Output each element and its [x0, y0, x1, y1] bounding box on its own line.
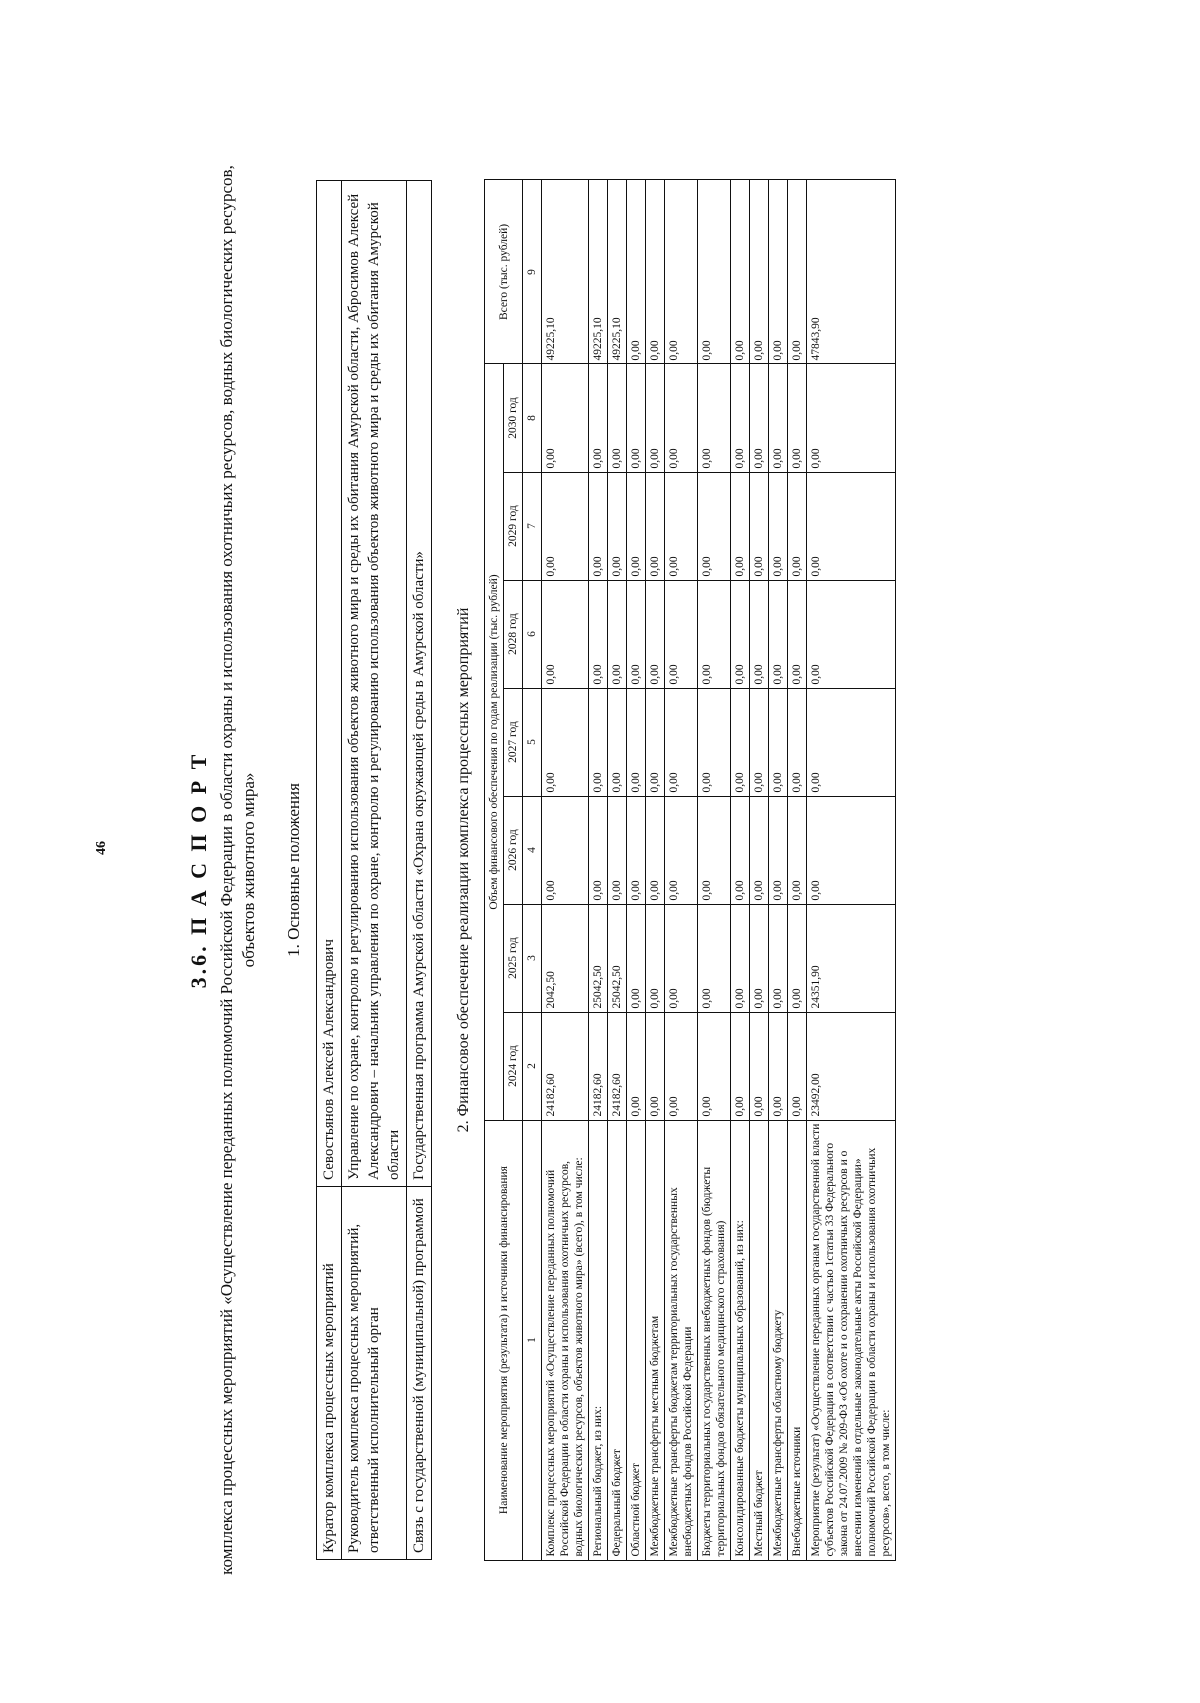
header-year: 2024 год	[504, 1012, 523, 1120]
row-value: 0,00	[788, 580, 807, 688]
row-value: 0,00	[627, 904, 646, 1012]
row-value: 0,00	[627, 364, 646, 472]
row-name: Мероприятие (результат) «Осуществление переданных органам государственной власти субъектов Российской Федерации в соответствии с частью 1статьи 33 Федерального закона от 24.07.2009 № 209-ФЗ «Об охоте и о сохранении охотничьих ресурсов и о внесении изменений в отдельные законодательные акты Российской Федерации» полномочий Российской Федерации в области охраны и использования охотничьих ресурсов», всего, в том числе:	[807, 1120, 896, 1560]
row-value: 0,00	[750, 1012, 769, 1120]
row-value: 0,00	[788, 688, 807, 796]
table-row	[769, 180, 788, 1560]
table-row	[731, 180, 750, 1560]
row-value: 0,00	[807, 472, 896, 580]
row-value: 0,00	[646, 364, 665, 472]
table-row	[407, 181, 432, 1560]
row-total: 47843,90	[807, 180, 896, 364]
row-value: 0,00	[646, 904, 665, 1012]
row-value: 0,00	[589, 580, 608, 688]
row-value: 0,00	[542, 688, 589, 796]
row-value: 0,00	[731, 1012, 750, 1120]
column-number: 7	[523, 472, 542, 580]
row-value: 0,00	[750, 688, 769, 796]
row-value: 0,00	[589, 364, 608, 472]
section-heading-basic: 1. Основные положения	[284, 783, 303, 957]
row-value: 0,00	[646, 580, 665, 688]
basic-key: Связь с государственной (муниципальной) программой	[407, 1187, 432, 1560]
row-value: 0,00	[788, 1012, 807, 1120]
finance-table	[484, 179, 896, 1560]
row-total: 0,00	[750, 180, 769, 364]
row-name: Консолидированные бюджеты муниципальных образований, из них:	[731, 1120, 750, 1560]
row-value: 0,00	[542, 796, 589, 904]
column-number: 5	[523, 688, 542, 796]
row-name: Комплекс процессных мероприятий «Осуществление переданных полномочий Российской Федерации в области охраны и использования охотничьих ресурсов, водных биологических ресурсов, объектов животного мира» (всего), в том числе:	[542, 1120, 589, 1560]
row-total: 0,00	[769, 180, 788, 364]
row-name: Федеральный бюджет	[608, 1120, 627, 1560]
table-row	[317, 181, 342, 1560]
row-name: Областной бюджет	[627, 1120, 646, 1560]
row-value: 0,00	[698, 580, 731, 688]
row-value: 0,00	[750, 580, 769, 688]
column-number: 6	[523, 580, 542, 688]
row-value: 0,00	[731, 796, 750, 904]
table-row	[627, 180, 646, 1560]
row-value: 0,00	[769, 1012, 788, 1120]
row-value: 0,00	[788, 904, 807, 1012]
header-year: 2027 год	[504, 688, 523, 796]
row-value: 25042,50	[589, 904, 608, 1012]
row-value: 0,00	[698, 904, 731, 1012]
row-value: 0,00	[698, 472, 731, 580]
row-total: 0,00	[646, 180, 665, 364]
row-name: Межбюджетные трансферты местным бюджетам	[646, 1120, 665, 1560]
row-value: 0,00	[627, 1012, 646, 1120]
row-value: 0,00	[788, 472, 807, 580]
row-value: 24182,60	[589, 1012, 608, 1120]
column-number: 8	[523, 364, 542, 472]
row-value: 0,00	[608, 796, 627, 904]
header-volume: Объем финансового обеспечения по годам реализации (тыс. рублей)	[485, 364, 504, 1120]
header-year: 2025 год	[504, 904, 523, 1012]
row-value: 0,00	[646, 472, 665, 580]
table-row	[698, 180, 731, 1560]
document-subtitle: комплекса процессных мероприятий «Осуществление переданных полномочий Российской Федерации в области охраны и использования охотничьих ресурсов, водных биологических ресурсов, объектов животного мира»	[217, 165, 258, 1575]
row-name: Межбюджетные трансферты бюджетам территориальных государственных внебюджетных фондов Российской Федерации	[665, 1120, 698, 1560]
header-year: 2030 год	[504, 364, 523, 472]
table-row	[807, 180, 896, 1560]
row-value: 0,00	[769, 904, 788, 1012]
row-value: 0,00	[698, 796, 731, 904]
row-value: 24351,90	[807, 904, 896, 1012]
row-value: 0,00	[807, 796, 896, 904]
row-value: 0,00	[627, 580, 646, 688]
row-value: 0,00	[788, 364, 807, 472]
table-row	[608, 180, 627, 1560]
row-value: 0,00	[608, 688, 627, 796]
row-value: 25042,50	[608, 904, 627, 1012]
table-row	[750, 180, 769, 1560]
row-value: 0,00	[731, 472, 750, 580]
basic-provisions-table	[316, 180, 432, 1560]
header-year: 2028 год	[504, 580, 523, 688]
row-value: 0,00	[807, 688, 896, 796]
row-value: 0,00	[542, 364, 589, 472]
row-value: 0,00	[769, 472, 788, 580]
row-name: Бюджеты территориальных государственных внебюджетных фондов (бюджеты территориальных фондов обязательного медицинского страхования)	[698, 1120, 731, 1560]
row-value: 0,00	[542, 580, 589, 688]
row-name: Межбюджетные трансферты областному бюджету	[769, 1120, 788, 1560]
row-value: 0,00	[769, 688, 788, 796]
basic-value: Севостьянов Алексей Александрович	[317, 181, 342, 1187]
column-number: 1	[523, 1120, 542, 1560]
row-value: 0,00	[608, 580, 627, 688]
table-row	[589, 180, 608, 1560]
basic-key: Руководитель комплекса процессных мероприятий, ответственный исполнительный орган	[342, 1187, 407, 1560]
row-value: 0,00	[542, 472, 589, 580]
table-row	[788, 180, 807, 1560]
column-number: 3	[523, 904, 542, 1012]
row-value: 0,00	[646, 688, 665, 796]
row-total: 0,00	[665, 180, 698, 364]
row-value: 0,00	[807, 580, 896, 688]
row-value: 0,00	[731, 580, 750, 688]
basic-value: Государственная программа Амурской области «Охрана окружающей среды в Амурской области»	[407, 181, 432, 1187]
row-value: 0,00	[750, 796, 769, 904]
basic-key: Куратор комплекса процессных мероприятий	[317, 1187, 342, 1560]
table-row	[646, 180, 665, 1560]
column-number: 9	[523, 180, 542, 364]
table-row	[665, 180, 698, 1560]
row-value: 0,00	[750, 364, 769, 472]
row-value: 23492,00	[807, 1012, 896, 1120]
row-total: 49225,10	[542, 180, 589, 364]
section-heading-finance: 2. Финансовое обеспечение реализации комплекса процессных мероприятий	[455, 607, 472, 1133]
row-total: 0,00	[788, 180, 807, 364]
row-value: 0,00	[731, 904, 750, 1012]
row-value: 0,00	[665, 580, 698, 688]
row-total: 49225,10	[608, 180, 627, 364]
row-value: 0,00	[589, 796, 608, 904]
row-total: 0,00	[731, 180, 750, 364]
row-total: 0,00	[698, 180, 731, 364]
row-value: 0,00	[769, 364, 788, 472]
row-value: 0,00	[731, 688, 750, 796]
row-value: 0,00	[731, 364, 750, 472]
row-value: 0,00	[627, 796, 646, 904]
table-row	[542, 180, 589, 1560]
row-value: 0,00	[788, 796, 807, 904]
table-column-numbers-row	[523, 180, 542, 1560]
row-value: 0,00	[807, 364, 896, 472]
row-name: Местный бюджет	[750, 1120, 769, 1560]
header-total: Всего (тыс. рублей)	[485, 180, 523, 364]
row-value: 0,00	[665, 1012, 698, 1120]
row-value: 0,00	[769, 796, 788, 904]
row-value: 0,00	[665, 364, 698, 472]
row-value: 0,00	[750, 472, 769, 580]
row-value: 0,00	[589, 472, 608, 580]
row-value: 0,00	[698, 1012, 731, 1120]
row-value: 0,00	[698, 364, 731, 472]
row-value: 0,00	[665, 904, 698, 1012]
row-value: 0,00	[698, 688, 731, 796]
table-row	[342, 181, 407, 1560]
row-value: 0,00	[646, 1012, 665, 1120]
row-value: 0,00	[665, 688, 698, 796]
row-value: 24182,60	[542, 1012, 589, 1120]
row-value: 0,00	[750, 904, 769, 1012]
row-name: Региональный бюджет, из них:	[589, 1120, 608, 1560]
column-number: 4	[523, 796, 542, 904]
row-value: 0,00	[627, 472, 646, 580]
header-year: 2026 год	[504, 796, 523, 904]
header-year: 2029 год	[504, 472, 523, 580]
header-name: Наименование мероприятия (результата) и источники финансирования	[485, 1120, 523, 1560]
table-header-row	[485, 180, 504, 1560]
row-name: Внебюджетные источники	[788, 1120, 807, 1560]
row-value: 0,00	[627, 688, 646, 796]
row-total: 49225,10	[589, 180, 608, 364]
document-title: 3.6. П А С П О Р Т	[186, 751, 211, 989]
row-value: 2042,50	[542, 904, 589, 1012]
row-value: 0,00	[665, 796, 698, 904]
row-value: 0,00	[589, 688, 608, 796]
row-value: 0,00	[665, 472, 698, 580]
row-value: 0,00	[769, 580, 788, 688]
row-total: 0,00	[627, 180, 646, 364]
row-value: 0,00	[608, 472, 627, 580]
row-value: 0,00	[608, 364, 627, 472]
rotated-page-content	[180, 80, 1060, 1660]
basic-value: Управление по охране, контролю и регулированию использования объектов животного мира и среды их обитания Амурской области, Абросимов Алексей Александрович – начальник управления по охране, контролю и регулированию использования объектов животного мира и среды их обитания Амурской области	[342, 181, 407, 1187]
finance-table-body	[542, 180, 896, 1560]
row-value: 0,00	[646, 796, 665, 904]
column-number: 2	[523, 1012, 542, 1120]
row-value: 24182,60	[608, 1012, 627, 1120]
page-number: 46	[94, 841, 109, 855]
